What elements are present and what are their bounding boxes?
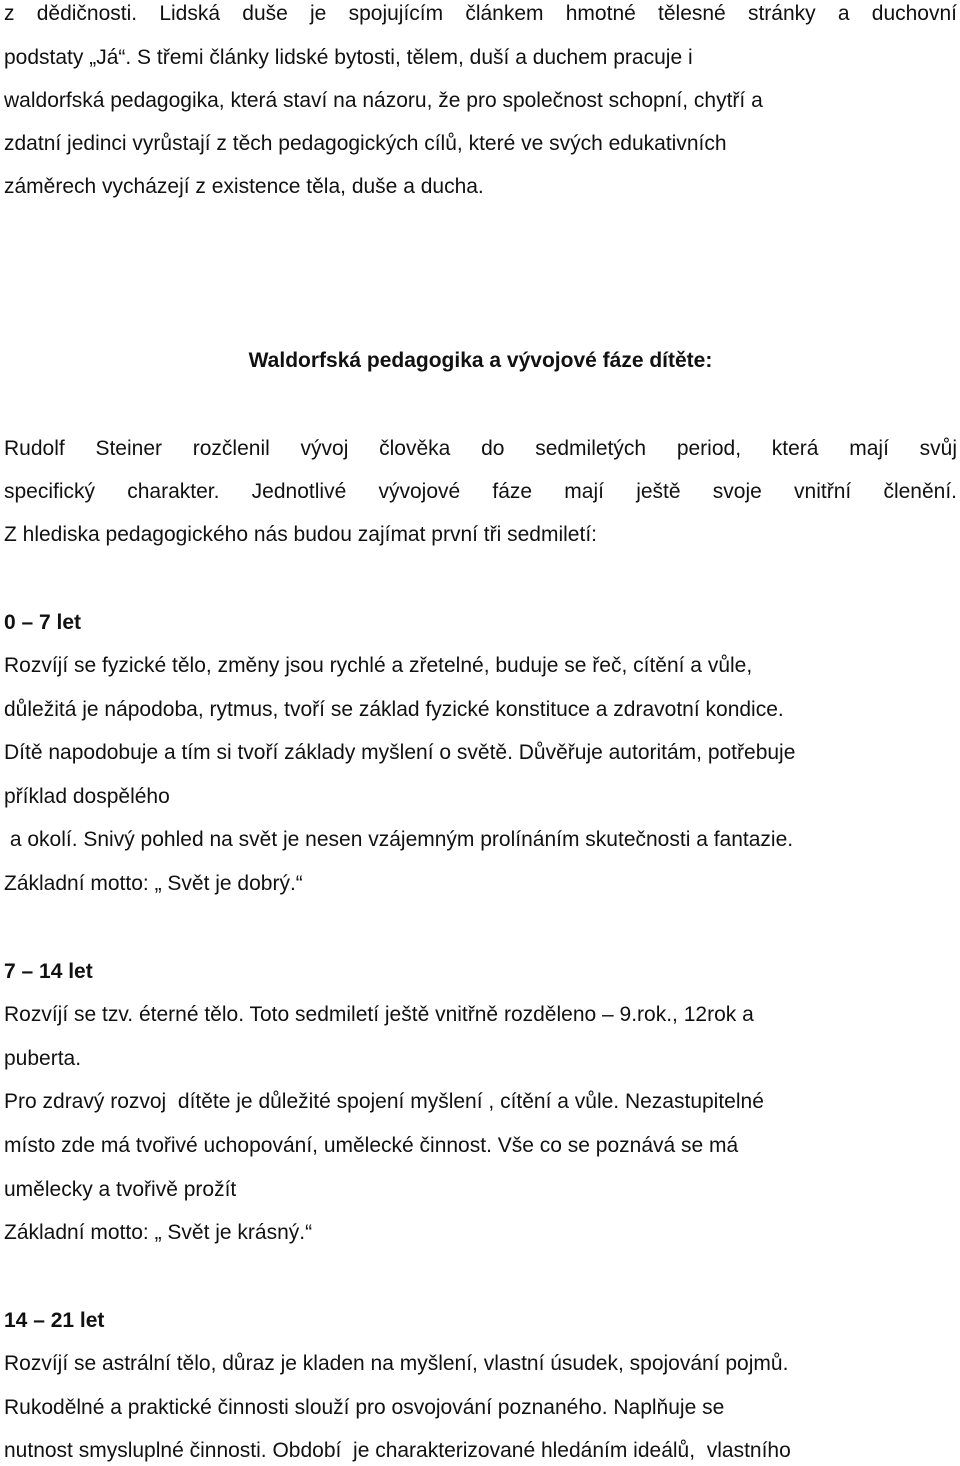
text-line: Dítě napodobuje a tím si tvoří základy myšlení o světě. Důvěřuje autoritám, potřebuje <box>4 741 796 764</box>
text-line: záměrech vycházejí z existence těla, duše a ducha. <box>4 175 484 198</box>
phase-title: 7 – 14 let <box>4 960 93 983</box>
text-line: puberta. <box>4 1047 82 1070</box>
phase-title: 14 – 21 let <box>4 1309 105 1332</box>
text-line: waldorfská pedagogika, která staví na názoru, že pro společnost schopní, chytří a <box>4 89 763 112</box>
phase-title: 0 – 7 let <box>4 611 82 634</box>
motto-line: Základní motto: „ Svět je dobrý.“ <box>4 872 303 895</box>
text-line: umělecky a tvořivě prožít <box>4 1178 237 1201</box>
text-line: místo zde má tvořivé uchopování, umělecké činnost. Vše co se poznává se má <box>4 1134 739 1157</box>
text-line: Rozvíjí se tzv. éterné tělo. Toto sedmiletí ještě vnitřně rozděleno – 9.rok., 12rok a <box>4 1003 754 1026</box>
text-line: nutnost smysluplné činnosti. Období je charakterizované hledáním ideálů, vlastního <box>4 1439 791 1462</box>
text-line: Rudolf Steiner rozčlenil vývoj člověka do sedmiletých period, která mají svůj <box>4 437 957 460</box>
motto-line: Základní motto: „ Svět je krásný.“ <box>4 1221 313 1244</box>
text-line: z dědičnosti. Lidská duše je spojujícím článkem hmotné tělesné stránky a duchovní <box>4 2 957 25</box>
text-line: podstaty „Já“. S třemi články lidské bytosti, tělem, duší a duchem pracuje i <box>4 46 693 69</box>
text-line: Rukodělné a praktické činnosti slouží pro osvojování poznaného. Naplňuje se <box>4 1396 725 1419</box>
text-line: Rozvíjí se astrální tělo, důraz je kladen na myšlení, vlastní úsudek, spojování pojmů. <box>4 1352 789 1375</box>
text-line: Z hlediska pedagogického nás budou zajímat první tři sedmiletí: <box>4 523 597 546</box>
text-line: zdatní jedinci vyrůstají z těch pedagogických cílů, které ve svých edukativních <box>4 132 727 155</box>
text-line: důležitá je nápodoba, rytmus, tvoří se základ fyzické konstituce a zdravotní kondice. <box>4 698 784 721</box>
section-heading: Waldorfská pedagogika a vývojové fáze dítěte: <box>248 349 713 372</box>
text-line: specifický charakter. Jednotlivé vývojové fáze mají ještě svoje vnitřní členění. <box>4 480 957 503</box>
text-line: Pro zdravý rozvoj dítěte je důležité spojení myšlení , cítění a vůle. Nezastupitelné <box>4 1090 764 1113</box>
text-line: příklad dospělého <box>4 785 170 808</box>
text-line: Rozvíjí se fyzické tělo, změny jsou rychlé a zřetelné, buduje se řeč, cítění a vůle, <box>4 654 753 677</box>
text-line: a okolí. Snivý pohled na svět je nesen vzájemným prolínáním skutečnosti a fantazie. <box>4 828 794 851</box>
